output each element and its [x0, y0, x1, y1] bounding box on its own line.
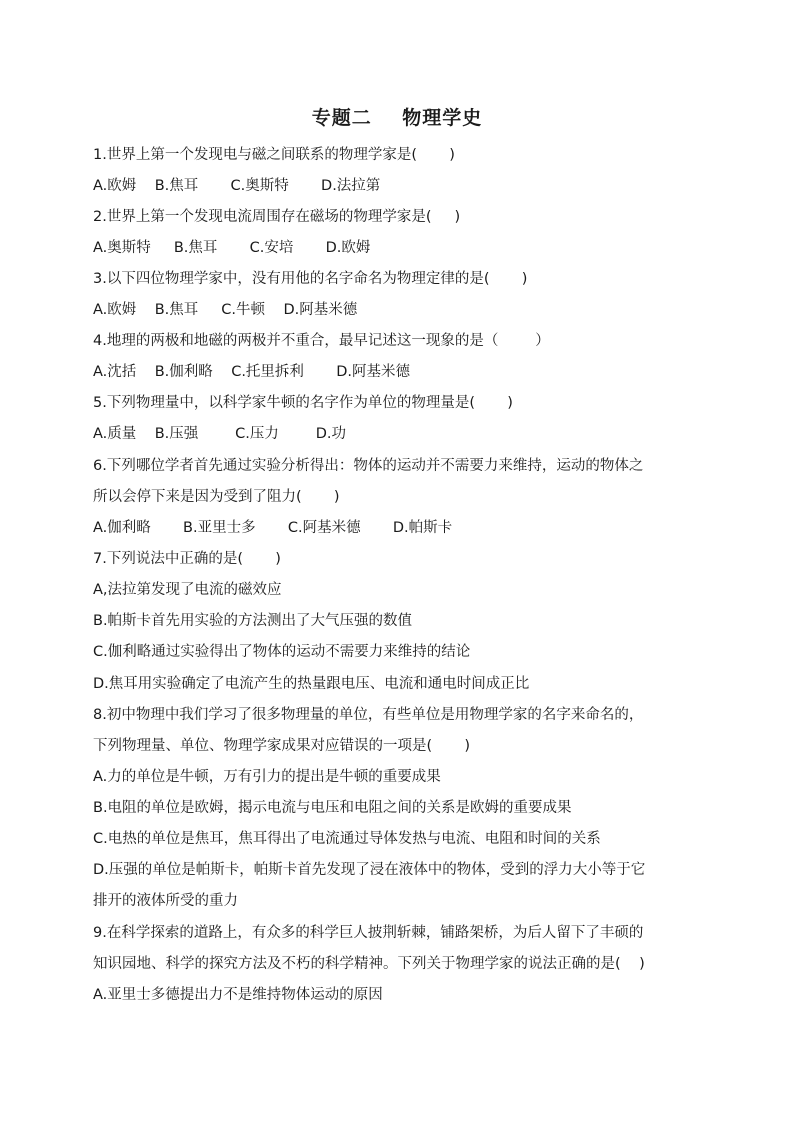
question-text: 5.下列物理量中，以科学家牛顿的名字作为单位的物理量是( ) [93, 395, 513, 411]
answer-options: A.伽利略 B.亚里士多 C.阿基米德 D.帕斯卡 [93, 520, 453, 536]
question-text: 8.初中物理中我们学习了很多物理量的单位，有些单位是用物理学家的名字来命名的， [93, 707, 644, 723]
answer-option: C.伽利略通过实验得出了物体的运动不需要力来维持的结论 [93, 644, 471, 660]
question-text: 所以会停下来是因为受到了阻力( ) [93, 489, 340, 505]
page-title: 专题二 物理学史 [311, 107, 483, 129]
answer-options: A.质量 B.压强 C.压力 D.功 [93, 426, 347, 442]
question-text: 1.世界上第一个发现电与磁之间联系的物理学家是( ) [93, 147, 455, 163]
question-text: 知识园地、科学的探究方法及不朽的科学精神。下列关于物理学家的说法正确的是( ) [93, 956, 645, 972]
answer-option: 排开的液体所受的重力 [93, 893, 238, 909]
answer-option: B.电阻的单位是欧姆，揭示电流与电压和电阻之间的关系是欧姆的重要成果 [93, 800, 572, 816]
question-text: 2.世界上第一个发现电流周围存在磁场的物理学家是( ) [93, 209, 461, 225]
answer-option: A.亚里士多德提出力不是维持物体运动的原因 [93, 987, 383, 1003]
answer-option: D.焦耳用实验确定了电流产生的热量跟电压、电流和通电时间成正比 [93, 676, 530, 692]
answer-options: A.欧姆 B.焦耳 C.牛顿 D.阿基米德 [93, 302, 358, 318]
answer-options: A.沈括 B.伽利略 C.托里拆利 D.阿基米德 [93, 364, 410, 380]
answer-options: A.奥斯特 B.焦耳 C.安培 D.欧姆 [93, 240, 371, 256]
answer-options: A.欧姆 B.焦耳 C.奥斯特 D.法拉第 [93, 178, 381, 194]
answer-option: B.帕斯卡首先用实验的方法测出了大气压强的数值 [93, 613, 413, 629]
question-text: 6.下列哪位学者首先通过实验分析得出：物体的运动并不需要力来维持，运动的物体之 [93, 458, 644, 474]
question-text: 4.地理的两极和地磁的两极并不重合，最早记述这一现象的是（ ） [93, 333, 550, 349]
answer-option: C.电热的单位是焦耳，焦耳得出了电流通过导体发热与电流、电阻和时间的关系 [93, 831, 601, 847]
answer-option: A,法拉第发现了电流的磁效应 [93, 582, 282, 598]
question-text: 3.以下四位物理学家中，没有用他的名字命名为物理定律的是( ) [93, 271, 528, 287]
question-text: 下列物理量、单位、物理学家成果对应错误的一项是( ) [93, 738, 471, 754]
answer-option: A.力的单位是牛顿，万有引力的提出是牛顿的重要成果 [93, 769, 441, 785]
question-text: 7.下列说法中正确的是( ) [93, 551, 281, 567]
answer-option: D.压强的单位是帕斯卡，帕斯卡首先发现了浸在液体中的物体，受到的浮力大小等于它 [93, 862, 646, 878]
question-text: 9.在科学探索的道路上，有众多的科学巨人披荆斩棘，铺路架桥，为后人留下了丰硕的 [93, 925, 644, 941]
